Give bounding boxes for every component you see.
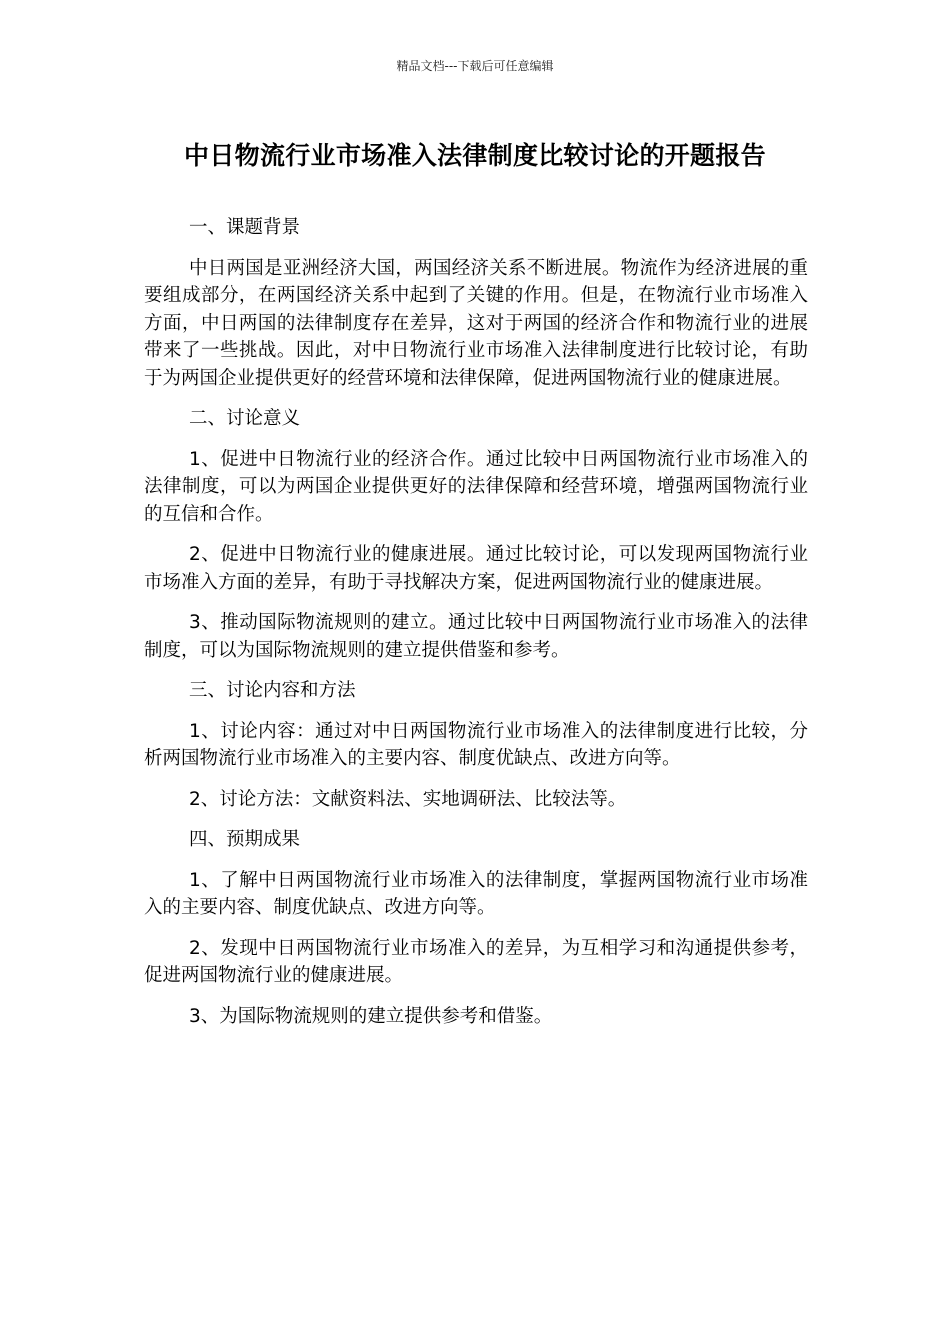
section-heading-background: 一、课题背景 <box>189 217 301 238</box>
paragraph-result-3: 3、为国际物流规则的建立提供参考和借鉴。 <box>189 1005 553 1027</box>
paragraph-significance-2: 2、促进中日物流行业的健康进展。通过比较讨论，可以发现两国物流行业市场准入方面的差异，有助于寻找解决方案，促进两国物流行业的健康进展。 <box>144 544 808 593</box>
section-heading-significance: 二、讨论意义 <box>189 408 301 429</box>
paragraph-significance-3: 3、推动国际物流规则的建立。通过比较中日两国物流行业市场准入的法律制度，可以为国际物流规则的建立提供借鉴和参考。 <box>144 612 808 661</box>
section-heading-content-method: 三、讨论内容和方法 <box>189 680 356 701</box>
paragraph-result-1: 1、了解中日两国物流行业市场准入的法律制度，掌握两国物流行业市场准入的主要内容、制度优缺点、改进方向等。 <box>144 869 808 918</box>
document-body <box>144 214 808 1043</box>
document-title: 中日物流行业市场准入法律制度比较讨论的开题报告 <box>184 141 766 170</box>
page-header: 精品文档---下载后可任意编辑 <box>396 59 554 73</box>
paragraph-content: 1、讨论内容：通过对中日两国物流行业市场准入的法律制度进行比较，分析两国物流行业市场准入的主要内容、制度优缺点、改进方向等。 <box>144 720 808 769</box>
paragraph-significance-1: 1、促进中日物流行业的经济合作。通过比较中日两国物流行业市场准入的法律制度，可以为两国企业提供更好的法律保障和经营环境，增强两国物流行业的互信和合作。 <box>144 448 808 525</box>
section-heading-expected-results: 四、预期成果 <box>189 829 301 850</box>
paragraph-background: 中日两国是亚洲经济大国，两国经济关系不断进展。物流作为经济进展的重要组成部分，在两国经济关系中起到了关键的作用。但是，在物流行业市场准入方面，中日两国的法律制度存在差异，这对于两国的经济合作和物流行业的进展带来了一些挑战。因此，对中日物流行业市场准入法律制度进行比较讨论，有助于为两国企业提供更好的经营环境和法律保障，促进两国物流行业的健康进展。 <box>144 257 808 389</box>
paragraph-method: 2、讨论方法：文献资料法、实地调研法、比较法等。 <box>189 788 627 810</box>
paragraph-result-2: 2、发现中日两国物流行业市场准入的差异，为互相学习和沟通提供参考，促进两国物流行业的健康进展。 <box>144 937 808 986</box>
